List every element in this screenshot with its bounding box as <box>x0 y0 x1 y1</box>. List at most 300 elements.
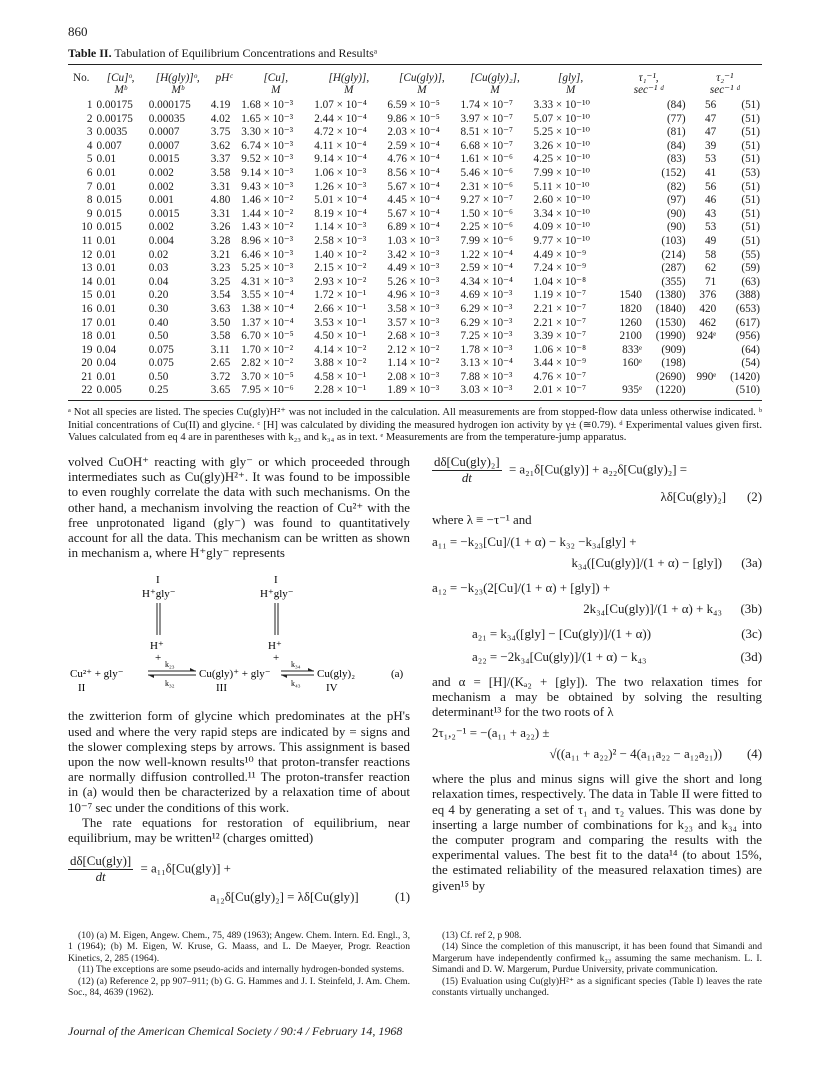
table-cell: 2.08 × 10⁻³ <box>387 370 440 383</box>
table-cell: (51) <box>741 180 760 193</box>
table-cell: 0.01 <box>96 330 117 343</box>
table-cell: 0.075 <box>148 343 174 356</box>
table-cell: 3 <box>86 126 93 139</box>
table-cell: (51) <box>741 221 760 234</box>
reference-item: (10) (a) M. Eigen, Angew. Chem., 75, 489 (1963); Angew. Chem. Intern. Ed. Engl., 3, 1 (1964); (b) M. Eigen, W. Kruse, G. Maass, and L. De Maeyer, Progr. Reaction Kinetics, 2, 285 (1964). <box>68 930 410 964</box>
table-cell: 0.01 <box>96 289 117 302</box>
table-cell: 4.96 × 10⁻³ <box>387 289 440 302</box>
table-cell: (84) <box>666 139 686 152</box>
table-cell: (51) <box>741 207 760 220</box>
table-cell: (97) <box>666 194 686 207</box>
table-cell: 3.58 <box>210 166 231 179</box>
table-cell: 4.72 × 10⁻⁴ <box>314 126 367 139</box>
table-cell: 1.72 × 10⁻¹ <box>314 289 367 302</box>
column-unit: Mᵇ <box>171 84 184 96</box>
table-cell: 0.075 <box>148 357 174 370</box>
table-cell: 0.015 <box>96 194 122 207</box>
body-paragraph: The rate equations for restoration of equilibrium, near equilibrium, may be written¹² (charges omitted) <box>68 815 410 846</box>
column-header: pHᶜ <box>215 72 233 84</box>
table-bottom-rule <box>68 400 762 401</box>
table-caption-text: Tabulation of Equilibrium Concentrations and Resultsᵃ <box>114 46 378 60</box>
table-cell <box>610 208 644 222</box>
table-cell: (152) <box>661 166 686 179</box>
equation-3b <box>432 581 762 619</box>
table-cell: (2690) <box>655 370 686 383</box>
table-cell: 1.44 × 10⁻² <box>241 207 294 220</box>
table-cell: 43 <box>704 207 717 220</box>
column-unit: M <box>344 84 354 96</box>
table-cell: 0.002 <box>148 180 174 193</box>
table-cell: 5.26 × 10⁻³ <box>387 275 440 288</box>
table-cell: (51) <box>741 234 760 247</box>
reference-item: (12) (a) Reference 2, pp 907–911; (b) G. G. Hammes and J. I. Steinfeld, J. Am. Chem. Soc., 84, 4639 (1962). <box>68 975 410 999</box>
table-cell <box>610 181 644 195</box>
table-cell: 3.65 <box>210 384 231 397</box>
table-cell: 7.24 × 10⁻⁹ <box>533 262 586 275</box>
table-cell: (84) <box>666 99 686 111</box>
eq1-rhs-a: = a₁₁δ[Cu(gly)] + <box>140 861 231 876</box>
table-cell: 0.01 <box>96 262 117 275</box>
table-cell: (63) <box>741 275 760 288</box>
table-cell: 0.02 <box>148 248 169 261</box>
table-cell: 6.59 × 10⁻⁵ <box>387 99 440 111</box>
column-header: [Cu], <box>263 72 289 84</box>
table-cell: 9.52 × 10⁻³ <box>241 153 294 166</box>
column-header: [H(gly)], <box>328 72 370 84</box>
body-paragraph: the zwitterion form of glycine which predominates at the pH's used and where the very rapid steps are indicated by = signs and the slower complexing steps by arrows. This assignment is based upon the now well-known results¹⁰ that proton-transfer reactions are normally diffusion controlled.¹¹ The proton-transfer reaction in (a) would then be characterized by a relaxation time of about 10⁻⁷ sec under the conditions of this work. <box>68 709 410 815</box>
table-cell: 46 <box>704 194 717 207</box>
table-cell: 4.69 × 10⁻³ <box>460 289 513 302</box>
intermediate: Cu(gly)⁺ + gly⁻ <box>199 668 271 681</box>
table-cell: 3.57 × 10⁻³ <box>387 316 440 329</box>
eq4-line2: √((a₁₁ + a₂₂)² − 4(a₁₁a₂₂ − a₁₂a₂₁)) <box>549 747 722 762</box>
table-cell: 3.31 <box>210 207 231 220</box>
table-cell: 0.0007 <box>148 126 180 139</box>
roman-I-right: I <box>274 574 278 587</box>
table-cell: 21 <box>81 370 93 383</box>
table-cell: (355) <box>661 275 686 288</box>
table-cell: 3.70 × 10⁻⁵ <box>241 370 294 383</box>
column-unit: sec⁻¹ ᵈ <box>633 84 664 96</box>
table-cell: 6.68 × 10⁻⁷ <box>460 139 513 152</box>
equation-1 <box>68 854 410 906</box>
table-cell: 0.01 <box>96 316 117 329</box>
table-cell: 13 <box>81 262 93 275</box>
table-cell: 9.77 × 10⁻¹⁰ <box>533 234 590 247</box>
table-row <box>68 371 762 385</box>
table-row <box>68 344 762 358</box>
eq3a-line1: a₁₁ = −k₂₃[Cu]/(1 + α) − k₃₂ −k₃₄[gly] + <box>432 534 637 549</box>
table-cell: 462 <box>699 316 717 329</box>
table-cell: 1.74 × 10⁻⁷ <box>460 99 513 111</box>
table-cell: (81) <box>666 126 686 139</box>
table-cell: 2.28 × 10⁻¹ <box>314 384 367 397</box>
table-cell: 3.33 × 10⁻¹⁰ <box>533 99 590 111</box>
table-cell: 2.60 × 10⁻¹⁰ <box>533 194 590 207</box>
table-cell: 6.29 × 10⁻³ <box>460 302 513 315</box>
table-cell: 7.99 × 10⁻⁶ <box>460 234 513 247</box>
eq3b-line1: a₁₂ = −k₂₃(2[Cu]/(1 + α) + [gly]) + <box>432 580 611 595</box>
table-cell: 2.65 <box>210 357 231 370</box>
table-cell <box>610 167 644 181</box>
table-cell: 3.26 <box>210 221 231 234</box>
table-cell <box>610 96 644 113</box>
table-cell: 0.04 <box>148 275 169 288</box>
table-cell: (51) <box>741 153 760 166</box>
table-cell: 1.89 × 10⁻³ <box>387 384 440 397</box>
column-header: No. <box>73 72 90 84</box>
table-cell: 4 <box>86 139 93 152</box>
table-cell: (1990) <box>655 330 686 343</box>
table-row <box>68 357 762 371</box>
table-cell: 56 <box>704 180 717 193</box>
table-cell: 2.59 × 10⁻⁴ <box>387 139 440 152</box>
table-row <box>68 96 762 113</box>
table-cell: 1 <box>86 99 93 111</box>
body-paragraph: volved CuOH⁺ reacting with gly⁻ or which proceeded through intermediates such as Cu(gly)H²⁺. It was found to be impossible to even roughly correlate the data with such mechanisms. On the other hand, a mechanism involving the reaction of Cu²⁺ with the free unprotonated ligand (gly⁻) was found to quantitatively account for all the data. This mechanism can be written as shown in mechanism a, where H⁺gly⁻ represents <box>68 455 410 561</box>
table-cell: 3.53 × 10⁻¹ <box>314 316 367 329</box>
table-cell: (1840) <box>655 302 686 315</box>
table-caption <box>68 46 377 61</box>
table-cell: 4.49 × 10⁻³ <box>387 262 440 275</box>
eq3c: a₂₁ = k₃₄([gly] − [Cu(gly)]/(1 + α)) <box>472 626 651 641</box>
table-cell: 5.46 × 10⁻⁶ <box>460 166 513 179</box>
table-cell: 8.51 × 10⁻⁷ <box>460 126 513 139</box>
eq3a-line2: k₃₄([Cu(gly)]/(1 + α) − [gly]) <box>571 555 722 570</box>
table-top-rule <box>68 64 762 65</box>
table-cell <box>610 113 644 127</box>
table-cell: (51) <box>741 112 760 125</box>
table-cell: (214) <box>661 248 686 261</box>
table-cell: 0.0015 <box>148 207 180 220</box>
table-cell: 5.25 × 10⁻¹⁰ <box>533 126 590 139</box>
table-cell: 1.38 × 10⁻⁴ <box>241 302 294 315</box>
eq2-rhs-a: = a₂₁δ[Cu(gly)] + a₂₂δ[Cu(gly)₂] = <box>508 462 688 477</box>
table-cell: 3.31 <box>210 180 231 193</box>
table-cell: 0.00035 <box>148 112 186 125</box>
table-cell: 935ᵉ <box>622 384 642 397</box>
table-cell: 3.75 <box>210 126 231 139</box>
table-cell: 0.30 <box>148 302 169 315</box>
table-cell: 2.82 × 10⁻² <box>241 357 294 370</box>
table-cell: 0.002 <box>148 221 174 234</box>
table-cell: 0.007 <box>96 139 122 152</box>
table-cell: (198) <box>661 357 686 370</box>
table-cell: (82) <box>666 180 686 193</box>
table-cell: 1.43 × 10⁻² <box>241 221 294 234</box>
reference-item: (11) The exceptions are some pseudo-acids and internally hydrogen-bonded systems. <box>78 964 405 976</box>
table-cell: 4.58 × 10⁻¹ <box>314 370 367 383</box>
table-cell <box>610 249 644 263</box>
eq3a-number: (3a) <box>741 555 762 570</box>
table-cell: (51) <box>741 126 760 139</box>
table-cell: 9.86 × 10⁻⁵ <box>387 112 440 125</box>
table-row <box>68 113 762 127</box>
table-cell: 2.31 × 10⁻⁶ <box>460 180 513 193</box>
k34-label: k₃₄ <box>291 660 301 670</box>
right-column <box>432 455 762 894</box>
table-cell: 833ᵉ <box>622 343 642 356</box>
table-cell <box>610 153 644 167</box>
roman-III: III <box>216 682 227 695</box>
table-row <box>68 276 762 290</box>
column-header: τ₁⁻¹, <box>638 72 659 84</box>
journal-footer: Journal of the American Chemical Society / 90:4 / February 14, 1968 <box>68 1024 403 1038</box>
roman-IV: IV <box>326 682 338 695</box>
table-cell: 2.44 × 10⁻⁴ <box>314 112 367 125</box>
table-cell: 4.80 <box>210 194 231 207</box>
table-cell: 62 <box>704 262 717 275</box>
table-cell: 1.03 × 10⁻³ <box>387 234 440 247</box>
table-cell: 1.61 × 10⁻⁶ <box>460 153 513 166</box>
table-cell: 2.03 × 10⁻⁴ <box>387 126 440 139</box>
table-cell: 0.00175 <box>96 112 133 125</box>
eq1-denominator: dt <box>95 870 106 885</box>
body-paragraph: and α = [H]/(Kₐ₂ + [gly]). The two relaxation times for mechanism a may be obtained by solving the resulting determinant¹³ for the two roots of λ <box>432 674 762 720</box>
table-cell <box>610 235 644 249</box>
eq2-rhs-b: λδ[Cu(gly)₂] <box>660 490 726 505</box>
reference-item: (14) Since the completion of this manuscript, it has been found that Simandi and Margerum have independently confirmed k₂₃ assuming the same mechanism. L. I. Simandi and D. W. Margerum, Purdue University, private communication. <box>432 941 762 976</box>
reactant: Cu²⁺ + gly⁻ <box>70 668 124 681</box>
table-cell: (77) <box>666 112 686 125</box>
table-cell: 1.26 × 10⁻³ <box>314 180 367 193</box>
table-cell: 0.002 <box>148 166 174 179</box>
table-cell: 5.11 × 10⁻¹⁰ <box>533 180 590 193</box>
table-row <box>68 330 762 344</box>
table-cell: 0.015 <box>96 207 122 220</box>
column-header: [Cu(gly)], <box>399 72 445 84</box>
table-cell: 2.58 × 10⁻³ <box>314 234 367 247</box>
table-cell <box>610 262 644 276</box>
h-plus-left: H⁺ <box>150 640 164 653</box>
table-cell: 3.58 <box>210 330 231 343</box>
eq3d: a₂₂ = −2k₃₄[Cu(gly)]/(1 + α) − k₄₃ <box>472 649 647 664</box>
table-cell: 4.14 × 10⁻² <box>314 343 367 356</box>
table-cell: 49 <box>704 234 717 247</box>
k32-label: k₃₂ <box>165 679 175 689</box>
table-cell: 0.04 <box>96 343 117 356</box>
results-table <box>68 72 762 398</box>
table-cell: 2.15 × 10⁻² <box>314 262 367 275</box>
table-cell: 71 <box>704 275 717 288</box>
references-right <box>432 930 762 998</box>
table-cell: 7.95 × 10⁻⁶ <box>241 384 294 397</box>
table-cell: (53) <box>741 166 760 179</box>
table-row <box>68 289 762 303</box>
table-cell: 990ᵉ <box>696 370 717 383</box>
column-header: [Cu(gly)₂], <box>470 72 520 84</box>
table-cell: 3.34 × 10⁻¹⁰ <box>533 207 590 220</box>
references-left <box>68 930 410 998</box>
table-cell: (90) <box>666 221 686 234</box>
eq1-number: (1) <box>394 889 410 904</box>
column-header: [gly], <box>558 72 584 84</box>
table-cell: 4.25 × 10⁻¹⁰ <box>533 153 590 166</box>
table-cell: (510) <box>735 384 760 397</box>
table-cell: 3.26 × 10⁻¹⁰ <box>533 139 590 152</box>
table-cell: 12 <box>81 248 93 261</box>
eq3c-number: (3c) <box>741 626 762 641</box>
eq2-number: (2) <box>746 490 762 505</box>
table-row <box>68 208 762 222</box>
table-cell: (59) <box>741 262 760 275</box>
table-cell: 3.03 × 10⁻³ <box>460 384 513 397</box>
eq3b-line2: 2k₃₄[Cu(gly)]/(1 + α) + k₄₃ <box>583 601 722 616</box>
equation-3d <box>432 650 762 667</box>
column-unit: M <box>271 84 281 96</box>
column-header: [Cu]ᵒ, <box>106 72 135 84</box>
table-cell: 6 <box>86 166 93 179</box>
table-cell: (64) <box>741 343 760 356</box>
table-cell: 4.19 <box>210 99 231 111</box>
table-cell: 1.04 × 10⁻⁸ <box>533 275 586 288</box>
table-cell: 0.01 <box>96 234 117 247</box>
table-row <box>68 140 762 154</box>
table-cell: 47 <box>704 112 717 125</box>
table-cell: 14 <box>81 275 93 288</box>
table-row <box>68 221 762 235</box>
table-cell: 20 <box>81 357 93 370</box>
table-row <box>68 303 762 317</box>
table-cell: 3.54 <box>210 289 231 302</box>
plus-right: + <box>273 652 280 665</box>
table-header-row-1 <box>68 72 762 84</box>
table-cell: 1.65 × 10⁻³ <box>241 112 294 125</box>
column-header: [H(gly)]ᵒ, <box>155 72 200 84</box>
table-cell: 924ᵉ <box>696 330 717 343</box>
equation-3c <box>432 627 762 644</box>
table-cell: 1.78 × 10⁻³ <box>460 343 513 356</box>
table-row <box>68 167 762 181</box>
table-row <box>68 126 762 140</box>
reference-item: (15) Evaluation using Cu(gly)H²⁺ as a significant species (Table I) leaves the rate constants virtually unchanged. <box>432 975 762 999</box>
table-cell <box>610 194 644 208</box>
table-cell: 3.58 × 10⁻³ <box>387 302 440 315</box>
table-cell: (1220) <box>655 384 686 397</box>
table-cell: 53 <box>704 153 717 166</box>
table-cell: 4.50 × 10⁻¹ <box>314 330 367 343</box>
table-cell: (287) <box>661 262 686 275</box>
table-cell: 41 <box>704 166 717 179</box>
table-cell: 7.25 × 10⁻³ <box>460 330 513 343</box>
table-cell: 1.68 × 10⁻³ <box>241 99 294 111</box>
table-cell: 9.14 × 10⁻³ <box>241 166 294 179</box>
table-cell: 9.43 × 10⁻³ <box>241 180 294 193</box>
reference-item: (13) Cf. ref 2, p 908. <box>442 930 522 941</box>
table-cell: 4.76 × 10⁻⁴ <box>387 153 440 166</box>
eq2-denominator: dt <box>461 471 472 486</box>
table-cell: 4.11 × 10⁻⁴ <box>314 139 367 152</box>
eq3d-number: (3d) <box>740 649 762 664</box>
table-cell: 5.67 × 10⁻⁴ <box>387 207 440 220</box>
table-cell: 376 <box>699 289 717 302</box>
table-cell: 4.45 × 10⁻⁴ <box>387 194 440 207</box>
table-cell: (51) <box>741 99 760 111</box>
table-cell: 4.34 × 10⁻⁴ <box>460 275 513 288</box>
table-cell: 4.76 × 10⁻⁷ <box>533 370 586 383</box>
table-cell: 1.07 × 10⁻⁴ <box>314 99 367 111</box>
table-cell: 160ᵉ <box>622 357 642 370</box>
table-cell: 3.37 <box>210 153 231 166</box>
table-cell: 1.50 × 10⁻⁶ <box>460 207 513 220</box>
table-cell: 1260 <box>619 316 642 329</box>
table-cell: 0.001 <box>148 194 174 207</box>
table-cell: 1.06 × 10⁻³ <box>314 166 367 179</box>
table-cell: 53 <box>704 221 717 234</box>
equation-2 <box>432 455 762 507</box>
table-cell: 0.25 <box>148 384 169 397</box>
table-cell: 7 <box>86 180 93 193</box>
table-cell: 3.39 × 10⁻⁷ <box>533 330 586 343</box>
table-cell: 56 <box>704 99 717 111</box>
table-cell: 0.50 <box>148 370 169 383</box>
table-cell: 3.23 <box>210 262 231 275</box>
table-cell <box>688 357 719 371</box>
table-cell: (1530) <box>655 316 686 329</box>
table-cell: 2.21 × 10⁻⁷ <box>533 302 586 315</box>
table-cell: 3.42 × 10⁻³ <box>387 248 440 261</box>
table-cell: (90) <box>666 207 686 220</box>
table-cell: 3.72 <box>210 370 231 383</box>
table-cell: 2.12 × 10⁻² <box>387 343 440 356</box>
table-cell: 0.015 <box>96 221 122 234</box>
table-row <box>68 384 762 398</box>
table-cell: (956) <box>735 330 760 343</box>
table-label: Table II. <box>68 46 112 60</box>
table-cell: 9.27 × 10⁻⁷ <box>460 194 513 207</box>
eq3b-number: (3b) <box>740 601 762 616</box>
k43-label: k₄₃ <box>291 679 301 689</box>
table-cell: 6.89 × 10⁻⁴ <box>387 221 440 234</box>
table-cell <box>610 140 644 154</box>
column-unit <box>68 84 95 96</box>
table-cell <box>610 221 644 235</box>
table-cell: (1420) <box>730 370 760 383</box>
table-cell: 2.21 × 10⁻⁷ <box>533 316 586 329</box>
k23-label: k₂₃ <box>165 660 175 670</box>
table-cell: 2.01 × 10⁻⁷ <box>533 384 586 397</box>
table-cell: 3.62 <box>210 139 231 152</box>
product: Cu(gly)₂ <box>317 668 356 681</box>
plus-left: + <box>155 652 162 665</box>
table-cell: 7.99 × 10⁻¹⁰ <box>533 166 590 179</box>
equation-3a <box>432 535 762 573</box>
table-cell: (51) <box>741 194 760 207</box>
column-unit: Mᵇ <box>114 84 127 96</box>
eq2-fraction <box>432 455 502 486</box>
table-cell: 10 <box>81 221 93 234</box>
column-unit: M <box>417 84 427 96</box>
table-cell: 1.40 × 10⁻² <box>314 248 367 261</box>
table-cell: 6.29 × 10⁻³ <box>460 316 513 329</box>
h-gly-left: H⁺gly⁻ <box>142 588 176 601</box>
table-cell: 3.21 <box>210 248 231 261</box>
h-plus-right: H⁺ <box>268 640 282 653</box>
h-gly-right: H⁺gly⁻ <box>260 588 294 601</box>
table-cell: 1.46 × 10⁻² <box>241 194 294 207</box>
table-cell: (617) <box>735 316 760 329</box>
table-cell: 1.22 × 10⁻⁴ <box>460 248 513 261</box>
table-row <box>68 181 762 195</box>
table-cell: 2.25 × 10⁻⁶ <box>460 221 513 234</box>
table-cell: 3.50 <box>210 316 231 329</box>
table-cell: 0.0015 <box>148 153 180 166</box>
table-cell: 3.88 × 10⁻² <box>314 357 367 370</box>
table-cell: 5.25 × 10⁻³ <box>241 262 294 275</box>
table-cell: 3.25 <box>210 275 231 288</box>
column-unit: sec⁻¹ ᵈ <box>709 84 740 96</box>
table-cell: 0.40 <box>148 316 169 329</box>
